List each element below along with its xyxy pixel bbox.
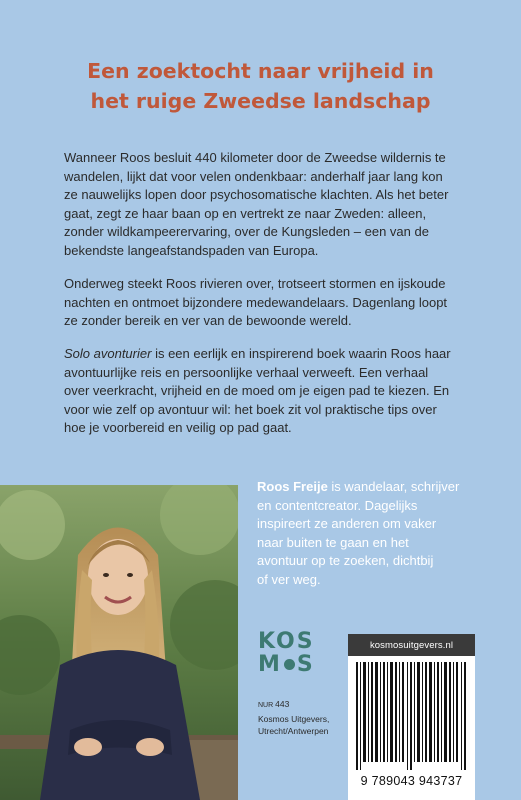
blurb-line: avontuurlijke reis en persoonlijke verhaal verweeft. Een verhaal bbox=[64, 364, 429, 380]
author-photo bbox=[0, 485, 238, 800]
blurb-line: bekendste langeafstandspaden van Europa. bbox=[64, 242, 319, 258]
publisher-info bbox=[258, 698, 348, 738]
bio-line: naar buiten te gaan en het bbox=[257, 534, 409, 550]
nur-code bbox=[258, 698, 348, 713]
back-cover-title bbox=[0, 56, 521, 116]
blurb-line: wandelen, lijkt dat voor velen ondenkbaar: anderhalf jaar lang kon bbox=[64, 168, 443, 184]
blurb-line: hoe je voorbereid en veilig op pad gaat. bbox=[64, 420, 292, 436]
bio-line: en contentcreator. Dagelijks bbox=[257, 497, 418, 513]
blurb-line: ze nauwelijks lopen door psychosomatische klachten. Als het beter bbox=[64, 187, 449, 203]
logo-row-1: KOS bbox=[258, 628, 315, 654]
title-line-2: het ruige Zweedse landschap bbox=[90, 89, 431, 113]
logo-dot-icon bbox=[284, 659, 295, 670]
blurb-line: Wanneer Roos besluit 440 kilometer door de Zweedse wildernis te bbox=[64, 150, 446, 165]
logo-row-2 bbox=[258, 653, 318, 676]
author-name: Roos Freije bbox=[257, 479, 328, 494]
logo-letter-s: S bbox=[296, 651, 315, 677]
blurb-line: nachten en ontmoet bijzondere medewandelaars. Dagenlang loopt bbox=[64, 294, 448, 310]
kosmos-logo bbox=[258, 630, 318, 678]
author-bio bbox=[257, 478, 507, 590]
blurb-paragraph-3 bbox=[64, 345, 484, 438]
blurb-line: gaat, zegt ze haar baan op en vertrekt ze naar Zweden: alleen, bbox=[64, 205, 427, 221]
blurb-line: zonder wildkampeerervaring, over de Kungsleden – een van de bbox=[64, 224, 429, 240]
bio-line bbox=[257, 478, 507, 497]
title-line-1: Een zoektocht naar vrijheid in bbox=[87, 59, 434, 83]
blurb-paragraph-2 bbox=[64, 275, 484, 331]
blurb-line bbox=[64, 345, 484, 364]
bio-line: of ver weg. bbox=[257, 571, 321, 587]
blurb-line: ze zonder bereik en ver van de bewoonde wereld. bbox=[64, 313, 352, 329]
blurb-line-rest: is een eerlijk en inspirerend boek waarin Roos haar bbox=[151, 346, 451, 361]
nur-value: 443 bbox=[275, 699, 290, 709]
blurb-line: voor wie zelf op avontuur wil: het boek zit vol praktische tips over bbox=[64, 401, 437, 417]
blurb-line: over veerkracht, vrijheid en de moed om je eigen pad te kiezen. En bbox=[64, 383, 450, 399]
blurb-paragraph-1 bbox=[64, 149, 484, 261]
blurb-line: Onderweg steekt Roos rivieren over, trotseert stormen en ijskoude bbox=[64, 276, 446, 291]
bio-line-rest: is wandelaar, schrijver bbox=[327, 479, 460, 494]
publisher-location: Utrecht/Antwerpen bbox=[258, 726, 329, 736]
isbn-number: 9 789043 943737 bbox=[360, 774, 463, 788]
barcode-icon bbox=[356, 662, 467, 770]
publisher-url: kosmosuitgevers.nl bbox=[348, 634, 475, 656]
bio-line: avontuur op te zoeken, dichtbij bbox=[257, 553, 434, 569]
publisher-name: Kosmos Uitgevers, bbox=[258, 713, 330, 724]
nur-label: NUR bbox=[258, 702, 274, 709]
bio-line: inspireert ze anderen om vaker bbox=[257, 516, 437, 532]
barcode-block bbox=[348, 634, 475, 800]
logo-letter-m: M bbox=[258, 651, 282, 677]
book-title-italic: Solo avonturier bbox=[64, 346, 152, 361]
